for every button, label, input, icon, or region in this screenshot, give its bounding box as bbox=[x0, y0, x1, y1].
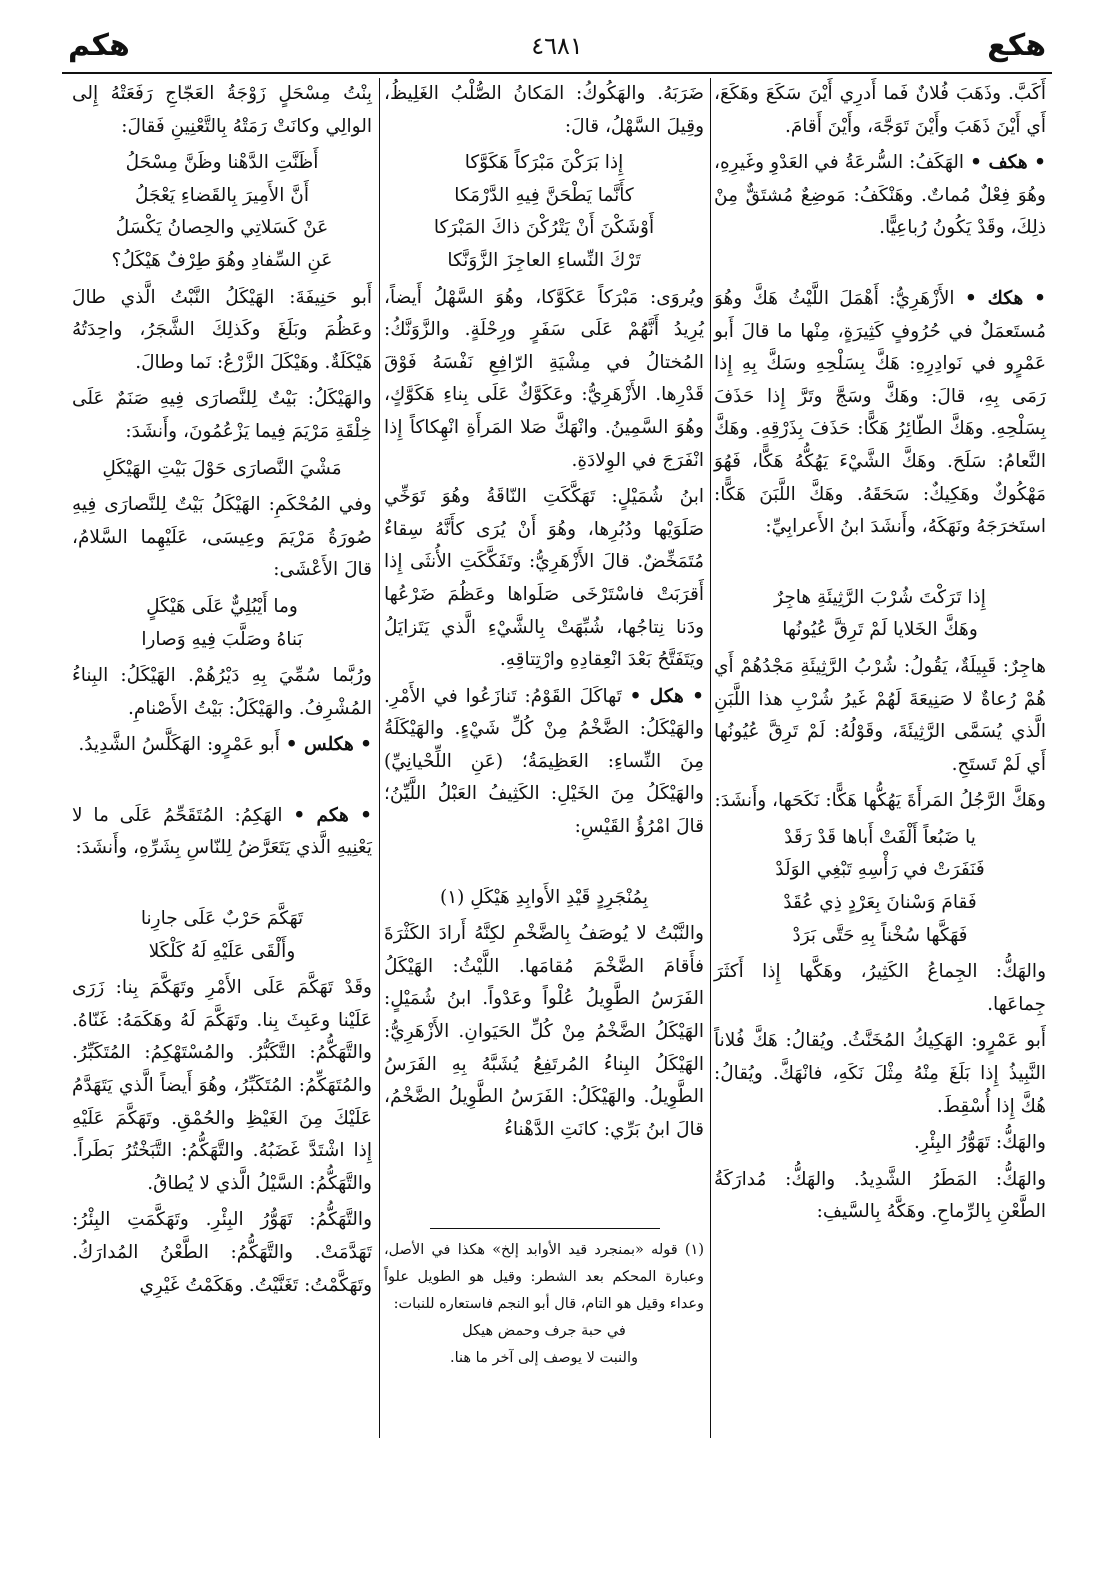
entry-text: الهَكِمُ: المُتَقَحِّمُ عَلَى ما لا يَعْنِيهِ الَّذي يَتَعَرَّضُ لِلنّاسِ بِشَرِّهِ، وأَنشَدَ: bbox=[72, 804, 372, 859]
entry-text: الهَكَفُ: السُّرعَةُ في العَدْوِ وغَيرِهِ، وهُوَ فِعْلٌ مُماتٌ. وهَنْكَفُ: مَوضِعٌ مُشتَقٌّ مِنْ ذلِكَ، وقَدْ يَكُونُ رُباعِيًّا. bbox=[714, 152, 1046, 239]
entry-headword: • هكم • bbox=[293, 804, 372, 826]
entry-text: الأَزْهَرِيُّ: أَهْمَلَ اللَّيْثُ هَكَّ وهُوَ مُستَعمَلٌ في حُرُوفٍ كَثِيرَةٍ، مِنْها ما قالَ أَبو عَمْرٍو في نَوادِرِهِ: هَكَّ بِسَلْحِهِ وسَكَّ بِهِ إِذا رَمَى بِهِ، قالَ: وهَكَّ وسَجَّ وتَرَّ إِذا حَذَفَ بِسَلْحِهِ. وهَكَّ الطّائِرُ هَكًّا: حَذَفَ بِذَرْقِهِ. وهَكَّ النَّعامُ: سَلَحَ. وهَكَّ الشَّيْءَ يَهُكُّهُ هَكًّا، فَهُوَ مَهْكُوكٌ وهَكِيكٌ: سَحَقَهُ. وهَكَّ اللَّبَنَ هَكًّا: استَخرَجَهُ ونَهَكَهُ، وأَنشَدَ ابنُ الأَعرابِيِّ: bbox=[714, 287, 1046, 538]
entry-paragraph bbox=[72, 800, 372, 865]
dictionary-entry bbox=[714, 283, 1046, 544]
body-paragraph: والهَكُّ: المَطَرُ الشَّدِيدُ. والهَكُّ: مُدارَكَةُ الطَّعْنِ بِالرِّماحِ. وهَكَّهُ بِالسَّيفِ: bbox=[714, 1168, 1046, 1223]
verse-line: وما أَيْبُلِيٌّ عَلَى هَيْكَلٍ bbox=[146, 595, 298, 617]
verse-line: إِذا تَرَكْتَ شُرْبَ الرَّثِيئَةِ هاجِرٌ bbox=[774, 586, 986, 608]
verse-line: وهَكَّ الخَلايا لَمْ تَرِقَّ عُيُونُها bbox=[782, 619, 978, 641]
verse-line: كأَنَّما يَطْحَنَّ فِيهِ الدَّرْمَكا bbox=[454, 184, 634, 206]
body-paragraph: ضَرَبَهُ. والهَكُوكُ: المَكانُ الصُّلْبُ الغَلِيظُ، وقِيلَ السَّهْلُ، قالَ: bbox=[384, 83, 704, 137]
verse-line: إِذا بَرَكْنَ مَبْرَكاً هَكَوَّكا bbox=[464, 152, 624, 174]
body-paragraph: وفي المُحْكَمِ: الهَيْكَلُ بَيْتٌ لِلنَّصارَى فِيهِ صُورَةُ مَرْيَمَ وعِيسَى، عَلَيْهِما السَّلامُ، قالَ الأَعْشَى: bbox=[72, 494, 372, 581]
entry-headword: • هكف • bbox=[970, 152, 1046, 174]
running-head-left: هكم bbox=[68, 28, 130, 63]
column-divider-left bbox=[379, 78, 380, 1438]
column-left bbox=[72, 78, 372, 1428]
body-paragraph: أَبو حَنِيفَةَ: الهَيْكَلُ النَّبْتُ الَّذي طالَ وعَظُمَ وبَلَغَ وكَذلِكَ الشَّجَرُ، واحِدَتُهُ هَيْكَلَةٌ. وهَيْكَلَ الزَّرْعُ: نَما وطالَ. bbox=[72, 286, 372, 373]
body-paragraph: ويُروَى: مَبْرَكاً عَكَوَّكا، وهُوَ السَّهْلُ أَيضاً، يُرِيدُ أَنَّهُمْ عَلَى سَفَرٍ ورِحْلَةٍ. والزَّوَنَّكُ: المُختالُ في مِشْيَةِ الرّافِعِ نَفْسَهُ فَوْقَ قَدْرِها. الأَزْهَرِيُّ: وعَكَوَّكٌ عَلَى بِناءِ هَكَوَّكٍ، وهُوَ السَّمِينُ. وانْهَكَّ صَلا المَرأَةِ انْهِكاكاً إِذا انْفَرَجَ في الوِلادَةِ. bbox=[384, 286, 704, 471]
poetry-verse bbox=[94, 147, 350, 277]
poetry-verse bbox=[406, 882, 682, 915]
body-paragraph: ابنُ شُمَيْلٍ: تَهَكَّكَتِ النّاقَةُ وهُوَ تَوَخِّي صَلَوَيْها ودُبُرِها، وهُوَ أَنْ يُرَى كأَنَّهُ سِقاءٌ مُتَمَخِّضٌ. قالَ الأَزْهَرِيُّ: وتَفَكَّكَتِ الأُنثَى إِذا أَقرَبَتْ فاسْتَرْخَى صَلَواها وعَظُمَ ضَرْعُها ودَنا نِتاجُها، شُبِّهَتْ بِالشَّيْءِ الَّذي يَتَزايَلُ ويَتَفَتَّحُ بَعْدَ انْعِقادِهِ وارْتِتاقِهِ. bbox=[384, 486, 704, 671]
verse-line: أَنَّ الأَمِيرَ بِالقَضاءِ يَعْجَلُ bbox=[135, 184, 309, 206]
page-number: ٤٦٨١ bbox=[531, 32, 583, 60]
dictionary-entry bbox=[384, 681, 704, 844]
entry-paragraph bbox=[714, 147, 1046, 245]
verse-line: فَنَفَرَتْ في رَأْسِهِ تَبْغِي الوَلَدْ bbox=[775, 859, 985, 881]
body-paragraph: والتَّهَكُّمُ: تَهَوُّرُ البِئْرِ. وتَهَكَّمَتِ البِئْرُ: تَهَدَّمَتْ. والتَّهَكُّمُ: الطَّعْنُ المُدارَكُ. وتَهَكَّمْتُ: تَغَنَّيْتُ. وهَكَمْتُ غَيْرِي bbox=[72, 1209, 372, 1296]
footnote-divider bbox=[430, 1228, 660, 1229]
entry-headword: • هكل • bbox=[629, 685, 704, 707]
entry-text: أَبو عَمْرٍو: الهَكَلَّسُ الشَّدِيدُ. bbox=[78, 734, 280, 756]
verse-line: عَنْ كَسَلاتِي والحِصانُ يَكْسَلُ bbox=[115, 217, 329, 239]
body-paragraph: هاجِرٌ: قَبِيلَةٌ، يَقُولُ: شُرْبُ الرَّثِيئَةِ مَجْدُهُمْ أَي هُمْ رُعاةٌ لا صَنِيعَةَ لَهُمْ غَيرُ شُرْبِ هذا اللَّبَنِ الَّذي يُسَمَّى الرَّثِيئَةَ، وقَوْلُهُ: لَمْ تَرِقَّ عُيُونُها أَي لَمْ تَستَحِ. bbox=[714, 655, 1046, 775]
column-divider-right bbox=[710, 78, 711, 1438]
footnote-verse: في حبة جرف وحمض هيكل bbox=[462, 1323, 626, 1339]
dictionary-entry bbox=[72, 800, 372, 865]
body-paragraph: والهَكُّ: تَهَوُّرُ البِئْرِ. bbox=[913, 1132, 1046, 1154]
verse-line: أَظَنَّتِ الدَّهْنا وظَنَّ مِسْحَلُ bbox=[125, 152, 319, 174]
entry-headword: • هكلس • bbox=[285, 734, 372, 756]
poetry-verse bbox=[736, 822, 1024, 952]
body-paragraph: وهَكَّ الرَّجُلُ المَرأَةَ يَهُكُّها هَكًّا: نَكَحَها، وأَنشَدَ: bbox=[714, 790, 1046, 812]
column-right bbox=[714, 78, 1046, 1428]
entry-paragraph bbox=[384, 681, 704, 844]
verse-line: فَقامَ وَسْنانَ بِعَرْدٍ ذِي عُقَدْ bbox=[783, 892, 977, 914]
footnote-after: والنبت لا يوصف إلى آخر ما هنا. bbox=[450, 1350, 638, 1366]
poetry-verse bbox=[736, 582, 1024, 647]
verse-line: وأَلْقَى عَلَيْهِ لَهُ كَلْكَلا bbox=[148, 940, 296, 962]
footnote bbox=[384, 1237, 704, 1372]
poetry-verse bbox=[406, 147, 682, 277]
verse-line: تَهَكَّمَ حَرْبٌ عَلَى جارِنا bbox=[140, 908, 304, 930]
page-header bbox=[62, 28, 1052, 74]
entry-paragraph bbox=[72, 729, 372, 762]
verse-line: يا ضَبُعاً أَلْفَتْ أَباها قَدْ رَقَدْ bbox=[784, 826, 976, 848]
poetry-verse bbox=[94, 903, 350, 968]
entry-headword: • هكك • bbox=[964, 287, 1046, 309]
body-paragraph: والهَيْكَلُ: بَيْتٌ لِلنَّصارَى فِيهِ صَنَمٌ عَلَى خِلْقَةِ مَرْيَمَ فِيما يَزْعُمُونَ، وأَنشَدَ: bbox=[72, 388, 372, 442]
verse-line: تَرْكَ النِّساءِ العاجِزَ الزَّوَنَّكا bbox=[447, 249, 641, 271]
poetry-verse bbox=[94, 453, 350, 486]
body-paragraph: والنَّبْتُ لا يُوصَفُ بِالضَّخْمِ لكِنَّهُ أَرادَ الكَثْرَةَ فأَقامَ الضَّخْمَ مُقامَها. اللَّيْثُ: الهَيْكَلُ الفَرَسُ الطَّوِيلُ عُلْواً وعَدْواً. ابنُ شُمَيْلٍ: الهَيْكَلُ الضَّخْمُ مِنْ كُلِّ الحَيَوانِ. الأَزْهَرِيُّ: الهَيْكَلُ البِناءُ المُرتَفِعُ يُشَبَّهُ بِهِ الفَرَسُ الطَّوِيلُ. والهَيْكَلُ: الفَرَسُ الطَّوِيلُ الضَّخْمُ، قالَ ابنُ بَرِّي: كانَتِ الدَّهْناءُ bbox=[384, 923, 704, 1140]
body-paragraph: والهَكُّ: الجِماعُ الكَثِيرُ، وهَكَّها إِذا أَكثَرَ جِماعَها. bbox=[714, 961, 1046, 1015]
body-paragraph: أَبو عَمْرٍو: الهَكِيكُ المُخَنَّثُ. ويُقالُ: هَكَّ فُلاناً النَّبِيذُ إِذا بَلَغَ مِنْهُ مِثْلَ نَكَهِ، فانْهَكَّ. ويُقالُ: هُكَّ إِذا أُسْقِطَ. bbox=[714, 1030, 1046, 1117]
verse-line: بِمُنْجَرِدٍ قَيْدِ الأَوابِدِ هَيْكَلِ (١) bbox=[439, 886, 649, 908]
column-middle bbox=[384, 78, 704, 1228]
body-paragraph: أَكَبَّ. وذَهَبَ فُلانٌ فَما أَدرِي أَيْنَ سَكَعَ وهَكَعَ، أَي أَيْنَ ذَهَبَ وأَيْنَ تَوَجَّهَ، وأَيْنَ أَقامَ. bbox=[714, 83, 1046, 137]
body-paragraph: ورُبَّما سُمِّيَ بِهِ دَيْرُهُمْ. الهَيْكَلُ: البِناءُ المُشْرِفُ. والهَيْكَلُ: بَيْتُ الأَصْنامِ. bbox=[72, 665, 372, 719]
poetry-verse bbox=[94, 591, 350, 656]
dictionary-entry bbox=[714, 147, 1046, 245]
entry-text: تَهاكَلَ القَوْمُ: تَنازَعُوا في الأَمْرِ. والهَيْكَلُ: الضَّخْمُ مِنْ كُلِّ شَيْءٍ. والهَيْكَلَةُ مِنَ النِّساءِ: العَظِيمَةُ؛ (عَنِ اللِّحْيانِيِّ) والهَيْكَلُ مِنَ الخَيْلِ: الكَثِيفُ العَبْلُ اللَّيِّنُ؛ قالَ امْرُؤُ القَيْسِ: bbox=[384, 685, 704, 838]
body-paragraph: وقَدْ تَهَكَّمَ عَلَى الأَمْرِ وتَهَكَّمَ بِنا: زَرَى عَلَيْنا وعَبِثَ بِنا. وتَهَكَّمَ لَهُ وهَكَمَهُ: غَنّاهُ. والتَّهَكُّمُ: التَّكَبُّرُ. والمُسْتَهْكِمُ: المُتَكَبِّرُ. والمُتَهَكِّمُ: المُتَكَبِّرُ، وهُوَ أَيضاً الَّذي يَتَهَدَّمُ عَلَيْكَ مِنَ الغَيْظِ والحُمْقِ. وتَهَكَّمَ عَلَيْهِ إِذا اشْتَدَّ غَضَبُهُ. والتَّهَكُّمُ: التَّبَخْتُرُ بَطَراً. والتَّهَكُّمُ: السَّيْلُ الَّذي لا يُطاقُ. bbox=[72, 977, 372, 1194]
body-paragraph: بِنْتُ مِسْحَلٍ زَوْجَةُ العَجّاجِ رَفَعَتْهُ إِلى الوالِي وكانَتْ رَمَتْهُ بِالتَّعْنِينِ فَقالَ: bbox=[72, 83, 372, 137]
dictionary-entry bbox=[72, 729, 372, 762]
verse-line: عَنِ السِّفادِ وهُوَ طِرْفٌ هَيْكَلُ؟ bbox=[111, 249, 333, 271]
verse-line: أَوْشَكْنَ أَنْ يَتْرُكْنَ ذاكَ المَبْرَكا bbox=[433, 217, 655, 239]
verse-line: فَهَكَّها سُخْناً بِهِ حَتَّى بَرَدْ bbox=[792, 924, 968, 946]
verse-line: بَناهُ وصَلَّبَ فِيهِ وَصارا bbox=[141, 628, 303, 650]
entry-paragraph bbox=[714, 283, 1046, 544]
running-head-right: هكع bbox=[987, 28, 1046, 63]
verse-line: مَشْيَ النَّصارَى حَوْلَ بَيْتِ الهَيْكَلِ bbox=[102, 457, 342, 479]
footnote-text: (١) قوله «بمنجرد قيد الأوابد إلخ» هكذا في الأصل، وعبارة المحكم بعد الشطر: وقيل هو الطويل علواً وعداء وقيل هو التام، قال أبو النجم فاستعاره للنبات: bbox=[384, 1242, 704, 1312]
